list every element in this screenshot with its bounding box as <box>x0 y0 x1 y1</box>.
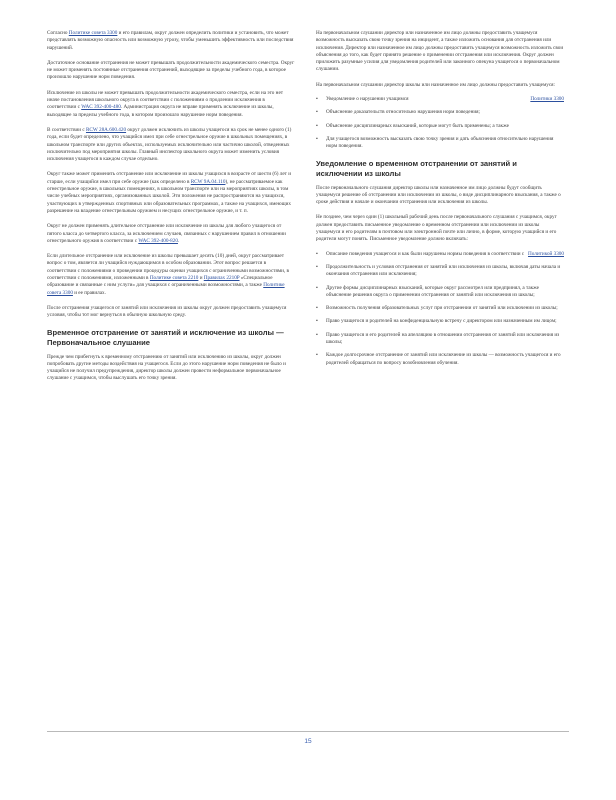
list-item-text <box>326 96 564 103</box>
list-item-text: Право учащегося и родителей на конфиденциальную встречу с директором или назначенным им лицом; <box>326 318 557 325</box>
text: Округ также может применить отстранение или исключение из школы учащихся в возрасте от шести (6) лет и старше, если учащийся имел при себе оружие (как определено в <box>47 171 291 185</box>
list-item <box>316 264 564 279</box>
list-item <box>316 305 564 312</box>
paragraph: После отстранения учащегося от занятий или исключения из школы округ должен предоставить учащемуся условия, чтобы тот мог вернуться в обычную школьную среду. <box>47 304 287 319</box>
text: Округ не должен применять длительное отстранение или исключение из школы для любого учащегося от пятого класса до четвертого класса, за исключением случаев, связанных с нарушением правил в отношении огнестрельного оружия в соответствии с <box>47 223 286 244</box>
text: Исключение из школы не может превышать продолжительности академического семестра, если на это нет иначе постановления школьного округа в соответствии с положениями о продлении исключения в соответствии с <box>47 89 284 111</box>
list-item-text: Право учащегося и его родителей на апелляцию в отношении отстранения от занятий или исключения из школы; <box>326 331 560 346</box>
footer-divider <box>47 731 569 732</box>
text: . <box>177 237 180 244</box>
policy-link[interactable]: Политике совета 2210 <box>149 275 199 282</box>
list-item-text: Объяснение доказательств относительно нарушения норм поведения; <box>326 109 480 116</box>
bullet-icon: ▪ <box>316 250 318 257</box>
text: Описание поведения учащегося и как были нарушены нормы поведения в соответствии с <box>326 250 525 257</box>
list-item <box>316 123 564 130</box>
list-item <box>316 96 564 103</box>
paragraph <box>47 171 295 215</box>
list-item <box>316 318 564 325</box>
list-item-text: Продолжительность и условия отстранения от занятий или исключения из школы, включая даты начала и окончания отстранения или исключения; <box>326 263 561 278</box>
text: ), не рассматриваемое как огнестрельное оружие, в школьных помещениях, в школьном транспорте или на мероприятиях школы, в том числе учебных мероприятиях, организованных школой. Эти положения не распространяются на учащихся, участвующих в утвержденных спортивных или образовательных программах, а также на учащихся, имеющих разрешение на владение огнестрельным оружием и несущих огнестрельное оружие, и т. п. <box>47 178 291 214</box>
list-item-text: Возможность получения образовательных услуг при отстранении от занятий или исключении из школы; <box>326 305 558 312</box>
right-column <box>316 30 564 375</box>
page-number: 15 <box>304 738 312 745</box>
wac-link[interactable]: WAC 392-400-480 <box>81 104 121 111</box>
list-item-text: Каждое долгосрочное отстранение от занятий или исключение из школы — возможность учащегося и его родителей обращаться по вопросу возобновления обучения. <box>326 352 561 366</box>
text: . Администрация округа не вправе применять исключение из школы, выходящее за пределы учебного года, в котором произошло нарушение норм поведения. <box>47 104 274 118</box>
rcw-link[interactable]: RCW 28A.600.420 <box>85 126 127 133</box>
bullet-list <box>316 251 564 367</box>
text: и ее правилах. <box>74 289 106 296</box>
bullet-icon: ▪ <box>316 305 318 312</box>
paragraph <box>47 90 295 119</box>
paragraph <box>47 223 295 245</box>
paragraph: Не позднее, чем через один (1) школьный рабочий день после первоначального слушания с учащимся, округ должен предоставить письменное уведомление о временном отстранении или исключении из школы учащемуся и его родителям в почтовом или электронной почте или лично, в форме, которую учащийся и его родители могут понять. Письменное уведомление должно включать: <box>316 214 557 243</box>
policy-link[interactable]: Политики 3300 <box>530 96 564 103</box>
list-item <box>316 109 564 116</box>
list-item <box>316 285 564 300</box>
rcw-link[interactable]: RCW 9A.04.110 <box>190 178 226 185</box>
list-item-text: Другие формы дисциплинарных взысканий, которые округ рассмотрел или предпринял, а также объяснение решения округа о применении отстранения от занятий или исключения из школы; <box>326 284 539 298</box>
bullet-icon: ▪ <box>316 109 318 116</box>
bullet-icon: ▪ <box>316 96 318 103</box>
bullet-icon: ▪ <box>316 284 318 291</box>
procedure-link[interactable]: Правилах 2210P <box>203 275 240 282</box>
text: и <box>199 275 203 282</box>
text: Если длительное отстранение или исключение из школы превышает десять (10) дней, округ рассматривает вопрос о том, является ли учащийся нуждающимся в особом образовании. Этот вопрос решается в соответствии с положениями о проведении процедуры оценки учащихся с ограниченными возможностями, в соответствии с положениями, изложенными в <box>47 253 289 282</box>
text: округ должен исключить из школы учащегося на срок не менее одного (1) года, если будет определено, что учащийся имел при себе огнестрельное оружие в школьных помещениях, в школьном транспорте или других объектах, используемых исключительно или частично школой, отведенных исключительно под мероприятия школы. Главный инспектор школьного округа может изменить условия исключения учащегося в каждом случае отдельно. <box>47 126 292 163</box>
paragraph: На первоначальном слушании директор школы или назначенное им лицо должны предоставить учащемуся: <box>316 81 555 88</box>
left-column <box>47 30 295 391</box>
section-heading: Уведомление о временном отстранении от занятий и исключении из школы <box>316 158 517 178</box>
list-item-text: Объяснение дисциплинарных взысканий, которые могут быть применены; а также <box>326 122 509 129</box>
text: и его правилам, округ должен определить политики и установить, что может представлять возможную опасность или возможную угрозу, чтобы уменьшить эффективность или последствия нарушений. <box>47 30 294 51</box>
policy-link[interactable]: Политике совета 3300 <box>68 30 118 36</box>
paragraph: После первоначального слушания директор школы или назначенное им лицо должны будут сообщить учащемуся решение об отстранении или исключении из школы, о виде дисциплинарного взыскания, а также о сроке действия и начале и окончании отстранения или исключения из школы. <box>316 184 561 206</box>
paragraph: Прежде чем прибегнуть к временному отстранению от занятий или исключению из школы, округ должен попробовать другие методы воздействия на учащегося. Если до этого нарушение норм поведения не было и учащийся не получил предупреждения, директор школы должен провести неформальное первоначальное слушание с учащимся, чтобы выслушать его точку зрения. <box>47 353 286 382</box>
list-item <box>316 251 564 258</box>
bullet-icon: ▪ <box>316 135 318 142</box>
text: «Специальное образование и связанные с ним услуги» для учащихся с ограниченными возможностями, а также <box>47 275 273 289</box>
text: Согласно <box>47 30 68 36</box>
paragraph: Достаточное основание отстранения не может превышать продолжительности академического семестра. Округ не может применять постоянные отстранения отстранений, выходящие за пределы учебного года, в которое произошло нарушение норм поведения. <box>47 59 295 81</box>
text: Уведомление о нарушении учащимся <box>326 96 409 103</box>
bullet-icon: ▪ <box>316 122 318 129</box>
paragraph <box>47 30 295 52</box>
paragraph <box>47 253 295 297</box>
list-item <box>316 352 564 367</box>
list-item <box>316 332 564 347</box>
policy-link[interactable]: Политике совета 3300 <box>47 282 285 296</box>
policy-link[interactable]: Политикой 3300 <box>528 250 564 257</box>
bullet-icon: ▪ <box>316 318 318 325</box>
bullet-icon: ▪ <box>316 263 318 270</box>
list-item-text: Для учащегося возможность высказать свою точку зрения и дать объяснения относительно нарушения норм поведения. <box>326 135 554 150</box>
list-item <box>316 136 564 151</box>
bullet-icon: ▪ <box>316 331 318 338</box>
bullet-list <box>316 96 564 150</box>
section-heading: Временное отстранение от занятий и исключение из школы — Первоначальное слушание <box>47 327 284 347</box>
text: В соответствии с <box>47 126 85 133</box>
list-item-text <box>326 251 564 258</box>
paragraph <box>47 127 295 163</box>
wac-link[interactable]: WAC 392-400-820 <box>138 237 178 244</box>
paragraph: На первоначальном слушании директор или назначенное им лицо должны предоставить учащемуся возможность высказать свою точку зрения на инцидент, а также изложить основания для отстранения или исключения. Директор или назначенное им лицо должны предоставить учащемуся возможность изложить свои объяснения до того, как будет принято решение о применении отстранения или исключения. Округ должен приложить разумные усилия для уведомления родителей или законного опекуна учащегося о первоначальном слушании. <box>316 30 564 73</box>
bullet-icon: ▪ <box>316 352 318 359</box>
